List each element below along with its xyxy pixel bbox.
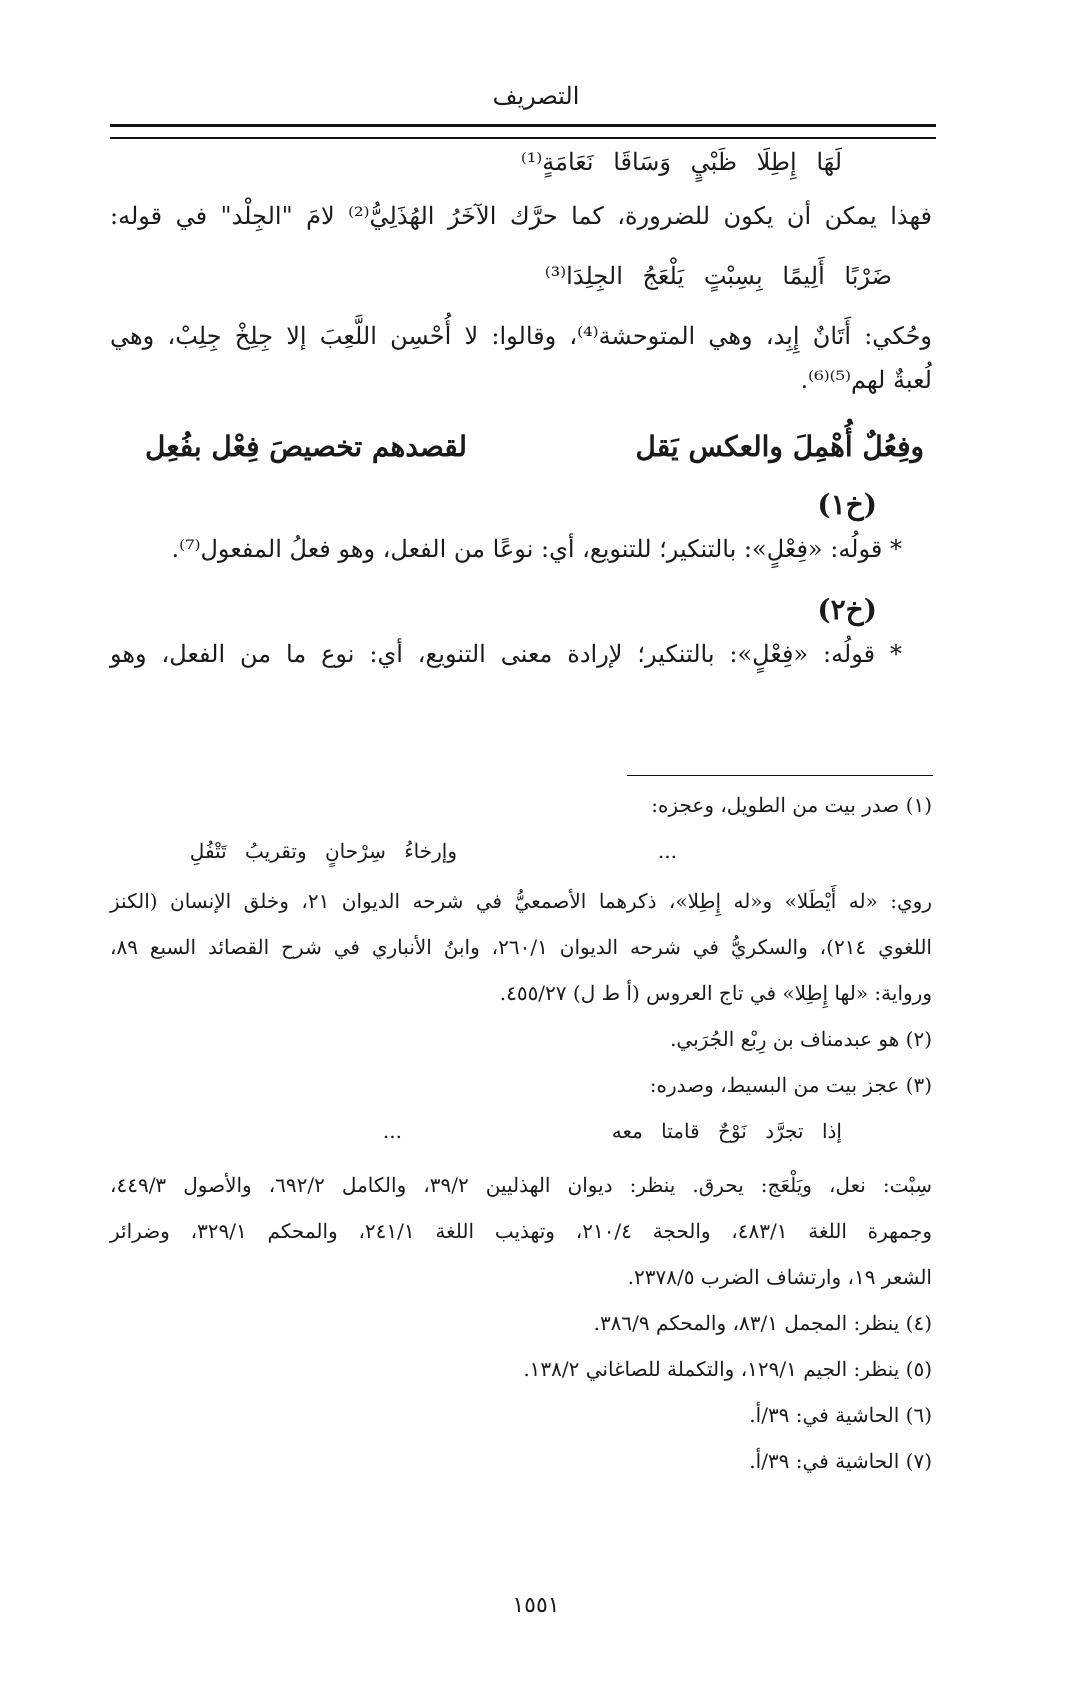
footnote-3-verse-left: ... xyxy=(382,1119,402,1143)
footnote-1-intro: (١) صدر بيت من الطويل، وعجزه: xyxy=(651,793,932,817)
footnote-3-text-line-1: سِبْت: نعل، ويَلْعَج: يحرق. ينظر: ديوان الهذليين ٣٩/٢، والكامل ٦٩٢/٢، والأصول ٤٤٩/٣، xyxy=(110,1173,932,1197)
manuscript-label-1: (خ١) xyxy=(817,488,877,521)
page-number: ١٥٥١ xyxy=(512,1593,560,1618)
footnote-1-text-line-1: روي: «له أَيْطَلا» و«له إِطِلا»، ذكرهما الأصمعيُّ في شرحه الديوان ٢١، وخلق الإنسان (الكنز xyxy=(110,889,932,913)
footnote-1-text-line-3: ورواية: «لها إِطِلا» في تاج العروس (أ ط ل) ٤٥٥/٢٧. xyxy=(499,981,932,1005)
footnote-3-text-line-2: وجمهرة اللغة ٤٨٣/١، والحجة ٢١٠/٤، وتهذيب اللغة ٢٤١/١، والمحكم ٣٢٩/١، وضرائر xyxy=(110,1219,932,1243)
footnote-4: (٤) ينظر: المجمل ٨٣/١، والمحكم ٣٨٦/٩. xyxy=(593,1311,932,1335)
manuscript-label-2: (خ٢) xyxy=(817,593,877,626)
manuscript-note-2: * قولُه: «فِعْلٍ»: بالتنكير؛ لإرادة معنى التنويع، أي: نوع ما من الفعل، وهو xyxy=(110,640,902,668)
main-verse-left-hemistich: لقصدهم تخصيصَ فِعْل بفُعِل xyxy=(145,430,467,463)
footnote-separator xyxy=(627,775,933,776)
verse-line-2: ضَرْبًا أَلِيمًا بِسِبْتٍ يَلْعَجُ الجِلِدَا⁽³⁾ xyxy=(544,262,892,290)
footnote-1-verse-right: ... xyxy=(657,839,677,863)
footnote-3-text-line-3: الشعر ١٩، وارتشاف الضرب ٢٣٧٨/٥. xyxy=(627,1265,932,1289)
manuscript-note-1: * قولُه: «فِعْلٍ»: بالتنكير؛ للتنويع، أي: نوعًا من الفعل، وهو فعلُ المفعول⁽⁷⁾. xyxy=(171,535,902,563)
verse-line-1: لَهَا إِطِلَا ظَبْيٍ وَسَاقَا نَعَامَةٍ⁽¹⁾ xyxy=(520,148,842,176)
header-rule-thick xyxy=(110,124,936,127)
footnote-1-verse-left: وإرخاءُ سِرْحانٍ وتقريبُ تَتْفُلِ xyxy=(189,839,457,863)
body-paragraph-2-line-1: وحُكي: أَتَانٌ إِبِد، وهي المتوحشة⁽⁴⁾، وقالوا: لا أُحْسِن اللَّعِبَ إلا جِلِخْ جِلِبْ، وهي xyxy=(110,322,932,350)
body-paragraph-1: فهذا يمكن أن يكون للضرورة، كما حرَّك الآخَرُ الهُذَلِيُّ⁽²⁾ لامَ "الجِلْد" في قوله: xyxy=(110,202,933,230)
main-verse-right-hemistich: وفِعُلٌ أُهْمِلَ والعكس يَقل xyxy=(635,430,924,463)
footnote-5: (٥) ينظر: الجيم ١٢٩/١، والتكملة للصاغاني ١٣٨/٢. xyxy=(523,1357,932,1381)
running-header: التصريف xyxy=(492,82,580,110)
footnote-7: (٧) الحاشية في: ٣٩/أ. xyxy=(749,1449,932,1473)
footnote-1-text-line-2: اللغوي ٢١٤)، والسكريُّ في شرحه الديوان ٢٦٠/١، وابنُ الأنباري في شرح القصائد السبع ٨٩، xyxy=(110,935,932,959)
footnote-3-verse-right: إذا تجرَّد نَوْحٌ قامتا معه xyxy=(611,1119,842,1143)
header-rule-thin xyxy=(110,137,936,139)
footnote-6: (٦) الحاشية في: ٣٩/أ. xyxy=(749,1403,932,1427)
footnote-2: (٢) هو عبدمناف بن رِبْع الجُرَبي. xyxy=(670,1027,932,1051)
body-paragraph-2-line-2: لُعبةٌ لهم⁽⁵⁾⁽⁶⁾. xyxy=(800,366,932,394)
footnote-3-intro: (٣) عجز بيت من البسيط، وصدره: xyxy=(649,1073,932,1097)
